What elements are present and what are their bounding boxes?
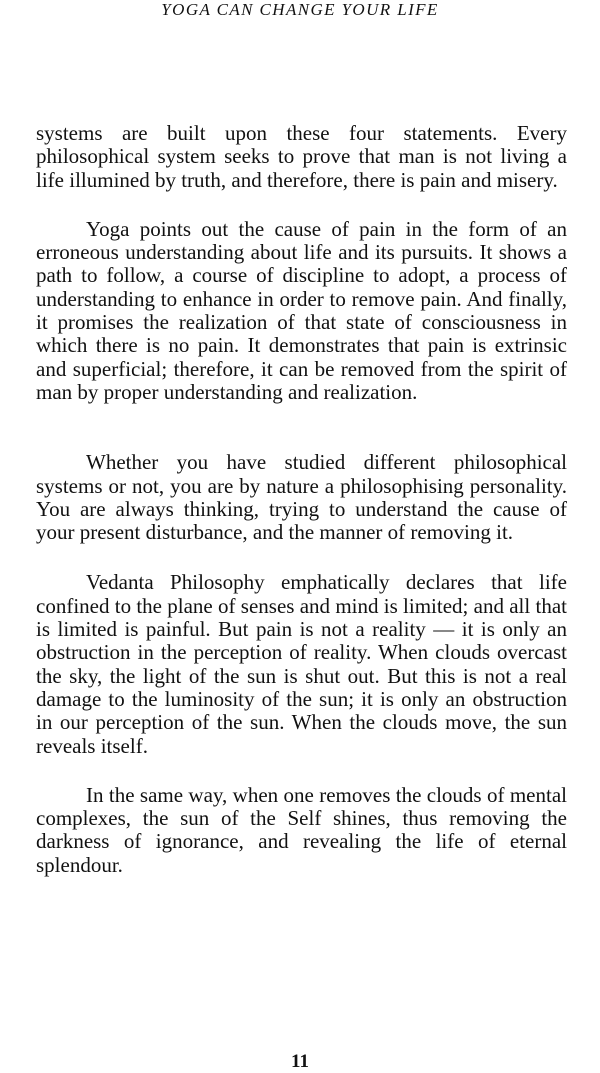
paragraph-2: Yoga points out the cause of pain in the form of an erroneous understanding about life and its pursuits. It shows a path to follow, a course of discipline to adopt, a process of understanding to enhance in order to remove pain. And finally, it promises the realization of that state of consciousness in which there is no pain. It demonstrates that pain is extrinsic and superficial; therefore, it can be removed from the spirit of man by proper understanding and realization.	[36, 216, 567, 404]
paragraph-4: Vedanta Philosophy emphatically declares that life confined to the plane of senses and mind is limited; and all that is limited is painful. But pain is not a reality — it is only an obstruction in the perception of reality. When clouds overcast the sky, the light of the sun is shut out. But this is not a real damage to the luminosity of the sun; it is only an obstruction in our perception of the sun. When the clouds move, the sun reveals itself.	[36, 570, 567, 758]
paragraph-3: Whether you have studied different philosophical systems or not, you are by nature a philosophising personality. You are always thinking, trying to understand the cause of your present disturbance, and the manner of removing it.	[36, 450, 567, 545]
running-header: YOGA CAN CHANGE YOUR LIFE	[161, 0, 439, 19]
paragraph-5: In the same way, when one removes the clouds of mental complexes, the sun of the Self shines, thus removing the darkness of ignorance, and revealing the life of eternal splendour.	[36, 782, 567, 877]
paragraph-1: systems are built upon these four statements. Every philosophical system seeks to prove that man is not living a life illumined by truth, and therefore, there is pain and misery.	[36, 121, 567, 192]
page-number: 11	[291, 1051, 309, 1072]
body-text	[36, 122, 567, 877]
